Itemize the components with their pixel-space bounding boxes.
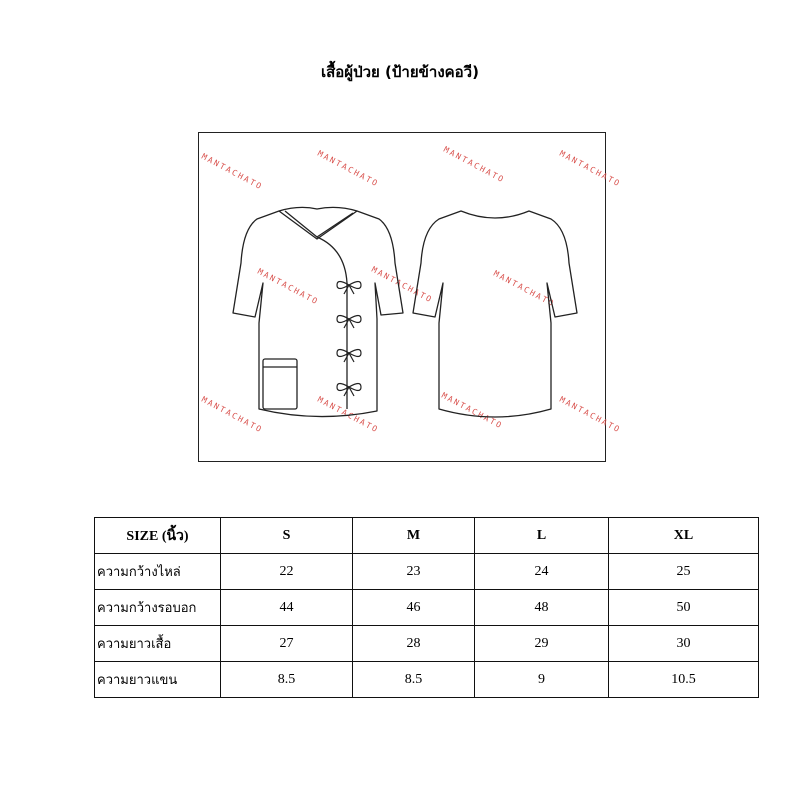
table-row xyxy=(95,554,759,590)
watermark: MANTACHATO xyxy=(492,268,557,309)
page-title: เสื้อผู้ป่วย (ป้ายข้างคอวี) xyxy=(321,63,479,81)
shirt-drawing xyxy=(199,133,623,463)
cell-value: 46 xyxy=(353,590,475,626)
row-label: ความกว้างรอบอก xyxy=(95,590,221,626)
size-chart-table xyxy=(94,517,759,698)
watermark: MANTACHATO xyxy=(200,151,265,192)
cell-value: 8.5 xyxy=(221,662,353,698)
row-label: ความยาวแขน xyxy=(95,662,221,698)
watermark: MANTACHATO xyxy=(316,394,381,435)
cell-value: 23 xyxy=(353,554,475,590)
shirt-front xyxy=(233,207,403,416)
header-size-label: SIZE (นิ้ว) xyxy=(95,518,221,554)
watermark: MANTACHATO xyxy=(558,394,623,435)
cell-value: 50 xyxy=(609,590,759,626)
cell-value: 30 xyxy=(609,626,759,662)
watermark: MANTACHATO xyxy=(440,390,505,431)
shirt-illustration xyxy=(198,132,623,462)
table-row xyxy=(95,662,759,698)
bow-ties xyxy=(337,282,361,397)
cell-value: 27 xyxy=(221,626,353,662)
watermark: MANTACHATO xyxy=(370,264,435,305)
row-label: ความยาวเสื้อ xyxy=(95,626,221,662)
cell-value: 9 xyxy=(475,662,609,698)
watermark: MANTACHATO xyxy=(200,394,265,435)
cell-value: 25 xyxy=(609,554,759,590)
header-size-xl: XL xyxy=(609,518,759,554)
watermark: MANTACHATO xyxy=(442,144,507,185)
header-size-m: M xyxy=(353,518,475,554)
cell-value: 28 xyxy=(353,626,475,662)
watermark: MANTACHATO xyxy=(256,266,321,307)
header-size-l: L xyxy=(475,518,609,554)
table-row xyxy=(95,626,759,662)
cell-value: 44 xyxy=(221,590,353,626)
cell-value: 29 xyxy=(475,626,609,662)
cell-value: 48 xyxy=(475,590,609,626)
table-header-row xyxy=(95,518,759,554)
shirt-back xyxy=(413,211,577,417)
watermark: MANTACHATO xyxy=(558,148,623,189)
cell-value: 24 xyxy=(475,554,609,590)
cell-value: 8.5 xyxy=(353,662,475,698)
cell-value: 10.5 xyxy=(609,662,759,698)
row-label: ความกว้างไหล่ xyxy=(95,554,221,590)
table-row xyxy=(95,590,759,626)
watermark: MANTACHATO xyxy=(316,148,381,189)
header-size-s: S xyxy=(221,518,353,554)
cell-value: 22 xyxy=(221,554,353,590)
